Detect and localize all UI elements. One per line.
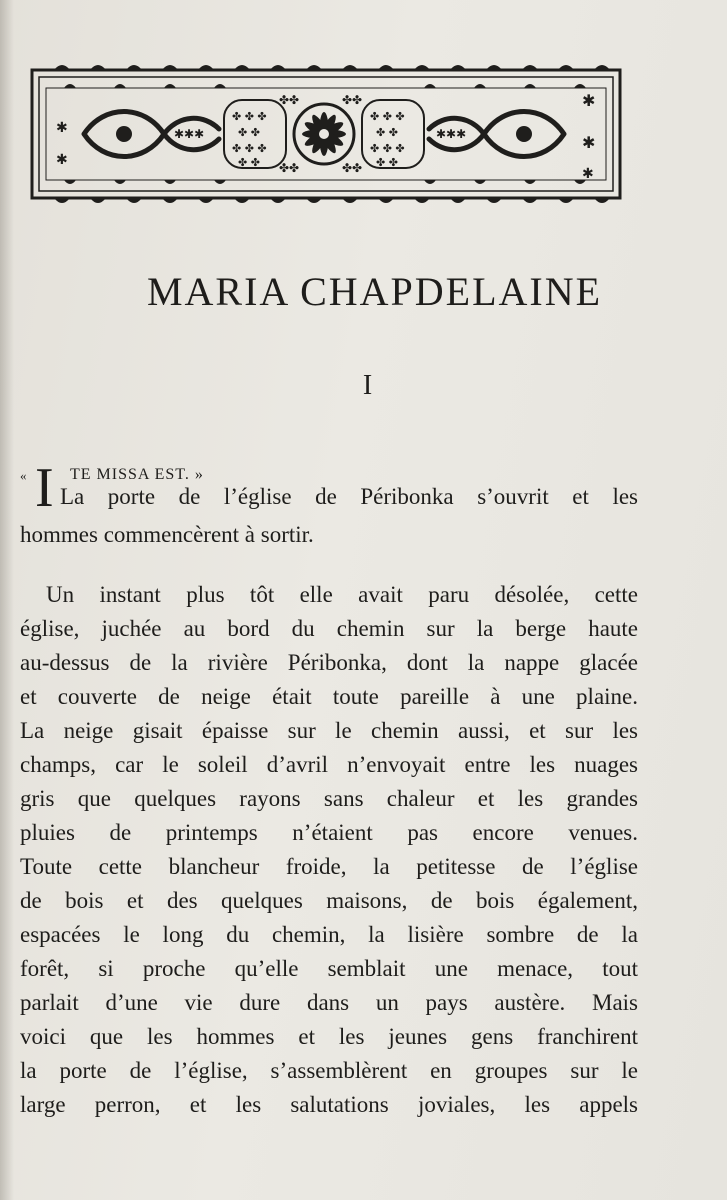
svg-text:✤✤: ✤✤ [279,161,300,175]
svg-text:✱: ✱ [56,120,68,136]
svg-text:✤ ✤ ✤: ✤ ✤ ✤ [370,110,405,123]
paragraph1-line: hommes commencèrent à sortir. [20,522,314,547]
chapter-number: I [362,370,373,401]
svg-text:✤ ✤: ✤ ✤ [238,126,260,139]
paragraph2-line: Toute cette blancheur froide, la petitesse de l’église [20,854,638,879]
svg-text:✤ ✤ ✤: ✤ ✤ ✤ [232,110,267,123]
svg-text:✤ ✤ ✤: ✤ ✤ ✤ [232,142,267,155]
paragraph1-line: La porte de l’église de Péribonka s’ouvrit et les [60,484,638,509]
paragraph2-line: Un instant plus tôt elle avait paru désolée, cette [46,582,638,607]
svg-text:✱: ✱ [582,133,596,152]
svg-text:✱: ✱ [56,152,68,168]
svg-text:✤ ✤: ✤ ✤ [376,156,398,169]
book-title: MARIA CHAPDELAINE [146,269,603,314]
paragraph2-line: large perron, et les salutations joviales, les appels [20,1092,638,1117]
paragraph2-line: champs, car le soleil d’avril n’envoyait entre les nuages [20,752,638,777]
svg-text:✤ ✤: ✤ ✤ [238,156,260,169]
paragraph2-line: forêt, si proche qu’elle semblait une menace, tout [20,956,638,981]
svg-text:✤ ✤ ✤: ✤ ✤ ✤ [370,142,405,155]
svg-text:✱: ✱ [582,166,594,182]
svg-text:✤✤: ✤✤ [342,161,363,175]
incipit-small-caps: TE MISSA EST. » [70,466,204,483]
svg-text:✤ ✤: ✤ ✤ [376,126,398,139]
paragraph2-line: de bois et des quelques maisons, de bois également, [20,888,638,913]
paragraph2-line: voici que les hommes et les jeunes gens franchirent [20,1024,638,1049]
paragraph2-line: la porte de l’église, s’assemblèrent en groupes sur le [20,1058,638,1083]
paragraph2-line: espacées le long du chemin, la lisière sombre de la [20,922,638,947]
paragraph2-line: et couverte de neige était toute pareille à une plaine. [20,684,638,709]
svg-text:✱: ✱ [582,91,596,110]
paragraph2-line: au-dessus de la rivière Péribonka, dont la nappe glacée [20,650,638,675]
drop-cap: I [35,457,54,519]
paragraph2-line: pluies de printemps n’étaient pas encore venues. [20,820,638,845]
decorative-headpiece-icon [24,60,628,208]
paragraph2-line: La neige gisait épaisse sur le chemin aussi, et sur les [20,718,638,743]
paragraph2-line: parlait d’une vie dure dans un pays austère. Mais [20,990,638,1015]
svg-text:✤✤: ✤✤ [342,93,363,107]
paragraph2-line: église, juchée au bord du chemin sur la berge haute [20,616,638,641]
svg-text:✤✤: ✤✤ [279,93,300,107]
svg-text:✱✱✱: ✱✱✱ [174,127,205,141]
svg-text:✱✱✱: ✱✱✱ [436,127,467,141]
page-gutter-shadow [0,0,14,1200]
incipit-open-quote: « [20,468,27,483]
paragraph2-line: gris que quelques rayons sans chaleur et les grandes [20,786,638,811]
